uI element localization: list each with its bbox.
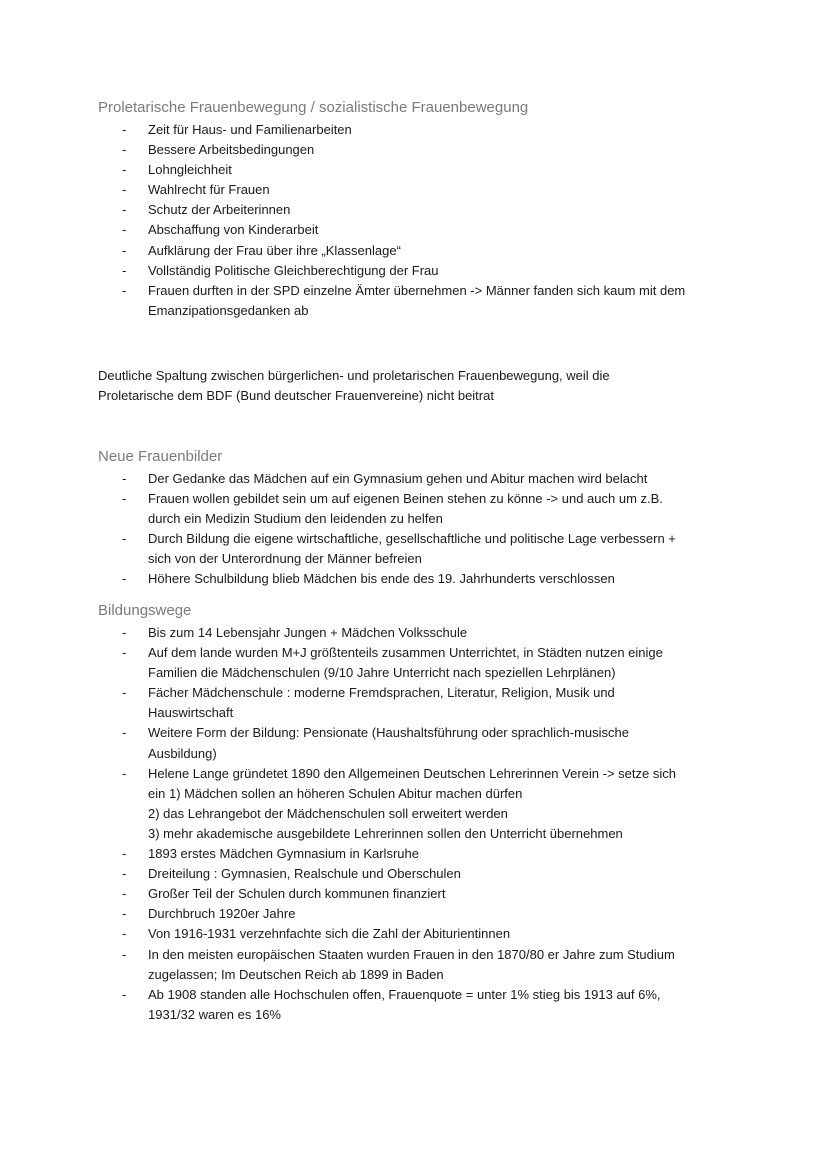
list-item-text: Wahlrecht für Frauen xyxy=(148,182,270,198)
list-frauenbilder xyxy=(98,469,778,590)
bullet-dash: - xyxy=(122,162,127,178)
bullet-dash: - xyxy=(122,142,127,158)
list-item xyxy=(98,281,778,321)
bullet-dash: - xyxy=(122,685,127,701)
list-item-text: In den meisten europäischen Staaten wurden Frauen in den 1870/80 er Jahre zum Studium xyxy=(148,946,675,962)
bullet-dash: - xyxy=(122,625,127,640)
list-item-text: 3) mehr akademische ausgebildete Lehrerinnen sollen den Unterricht übernehmen xyxy=(148,825,623,841)
list-item-text: Fächer Mädchenschule : moderne Fremdsprachen, Literatur, Religion, Musik und xyxy=(148,685,615,701)
list-item xyxy=(98,924,778,944)
bullet-dash: - xyxy=(122,531,127,547)
bullet-dash: - xyxy=(122,471,127,486)
bullet-dash: - xyxy=(122,765,127,781)
list-item-text: Ausbildung) xyxy=(148,745,217,761)
list-proletarisch xyxy=(98,120,778,321)
section-heading-proletarisch: Proletarische Frauenbewegung / sozialistische Frauenbewegung xyxy=(98,99,529,116)
list-item xyxy=(98,683,778,723)
list-item xyxy=(98,140,778,160)
list-item-text: durch ein Medizin Studium den leidenden zu helfen xyxy=(148,511,443,527)
list-item-text: 1931/32 waren es 16% xyxy=(148,1006,281,1022)
bullet-dash: - xyxy=(122,182,127,198)
list-item xyxy=(98,489,778,529)
bullet-dash: - xyxy=(122,202,127,218)
list-item xyxy=(98,469,778,489)
list-item xyxy=(98,529,778,569)
list-item-text: Bis zum 14 Lebensjahr Jungen + Mädchen Volksschule xyxy=(148,625,468,640)
list-item xyxy=(98,160,778,180)
bullet-dash: - xyxy=(122,122,127,137)
list-bildungswege xyxy=(98,623,778,1025)
list-item-text: Auf dem lande wurden M+J größtenteils zusammen Unterrichtet, in Städten nutzen einige xyxy=(148,645,663,661)
list-item xyxy=(98,904,778,924)
list-item xyxy=(98,180,778,200)
bullet-dash: - xyxy=(122,906,127,922)
list-item-text: ein 1) Mädchen sollen an höheren Schulen Abitur machen dürfen xyxy=(148,785,523,801)
list-item-text: sich von der Unterordnung der Männer befreien xyxy=(148,551,422,567)
list-item xyxy=(98,643,778,683)
list-item-text: Familien die Mädchenschulen (9/10 Jahre Unterricht nach speziellen Lehrplänen) xyxy=(148,665,616,681)
list-item-text: Abschaffung von Kinderarbeit xyxy=(148,222,319,238)
list-item-text: Dreiteilung : Gymnasien, Realschule und Oberschulen xyxy=(148,866,461,882)
bullet-dash: - xyxy=(122,222,127,238)
bullet-dash: - xyxy=(122,866,127,882)
list-item-text: Hauswirtschaft xyxy=(148,705,234,721)
list-item-text: Zeit für Haus- und Familienarbeiten xyxy=(148,122,352,137)
bullet-dash: - xyxy=(122,262,127,278)
section-heading-bildungswege: Bildungswege xyxy=(98,602,192,619)
list-item xyxy=(98,569,778,589)
list-item xyxy=(98,884,778,904)
list-item-text: Schutz der Arbeiterinnen xyxy=(148,202,291,218)
list-item-text: Von 1916-1931 verzehnfachte sich die Zahl der Abiturientinnen xyxy=(148,926,511,942)
list-item xyxy=(98,945,778,985)
bullet-dash: - xyxy=(122,946,127,962)
list-item-text: Helene Lange gründetet 1890 den Allgemeinen Deutschen Lehrerinnen Verein -> setze sich xyxy=(148,765,676,781)
list-item xyxy=(98,985,778,1025)
bullet-dash: - xyxy=(122,645,127,661)
list-item xyxy=(98,241,778,261)
list-item xyxy=(98,120,778,140)
list-item-text: Großer Teil der Schulen durch kommunen finanziert xyxy=(148,886,446,902)
list-item-text: Durch Bildung die eigene wirtschaftliche, gesellschaftliche und politische Lage verbessern + xyxy=(148,531,676,547)
list-item xyxy=(98,764,778,844)
paragraph-spaltung xyxy=(98,366,738,406)
list-item xyxy=(98,723,778,763)
list-item-text: Bessere Arbeitsbedingungen xyxy=(148,142,315,158)
bullet-dash: - xyxy=(122,886,127,902)
list-item-text: Durchbruch 1920er Jahre xyxy=(148,906,296,922)
bullet-dash: - xyxy=(122,282,127,298)
list-item xyxy=(98,844,778,864)
bullet-dash: - xyxy=(122,986,127,1002)
bullet-dash: - xyxy=(122,926,127,942)
list-item-text: zugelassen; Im Deutschen Reich ab 1899 in Baden xyxy=(148,966,444,982)
list-item-text: Weitere Form der Bildung: Pensionate (Haushaltsführung oder sprachlich-musische xyxy=(148,725,629,741)
list-item-text: 1893 erstes Mädchen Gymnasium in Karlsruhe xyxy=(148,846,419,862)
list-item-text: Emanzipationsgedanken ab xyxy=(148,302,309,318)
list-item-text: Der Gedanke das Mädchen auf ein Gymnasium gehen und Abitur machen wird belacht xyxy=(148,471,648,486)
list-item-text: 2) das Lehrangebot der Mädchenschulen soll erweitert werden xyxy=(148,805,508,821)
paragraph-line: Proletarische dem BDF (Bund deutscher Frauenvereine) nicht beitrat xyxy=(98,388,494,404)
list-item xyxy=(98,623,778,643)
bullet-dash: - xyxy=(122,242,127,258)
bullet-dash: - xyxy=(122,725,127,741)
list-item xyxy=(98,200,778,220)
paragraph-line: Deutliche Spaltung zwischen bürgerlichen- und proletarischen Frauenbewegung, weil die xyxy=(98,368,610,383)
list-item xyxy=(98,864,778,884)
bullet-dash: - xyxy=(122,491,127,507)
list-item-text: Frauen wollen gebildet sein um auf eigenen Beinen stehen zu könne -> und auch um z.B. xyxy=(148,491,663,507)
bullet-dash: - xyxy=(122,846,127,862)
list-item xyxy=(98,261,778,281)
section-heading-frauenbilder: Neue Frauenbilder xyxy=(98,448,223,465)
list-item-text: Aufklärung der Frau über ihre „Klassenlage“ xyxy=(148,242,401,258)
list-item-text: Ab 1908 standen alle Hochschulen offen, Frauenquote = unter 1% stieg bis 1913 auf 6%, xyxy=(148,986,661,1002)
list-item-text: Lohngleichheit xyxy=(148,162,232,178)
bullet-dash: - xyxy=(122,571,127,587)
list-item xyxy=(98,220,778,240)
list-item-text: Frauen durften in der SPD einzelne Ämter übernehmen -> Männer fanden sich kaum mit dem xyxy=(148,282,686,298)
list-item-text: Höhere Schulbildung blieb Mädchen bis ende des 19. Jahrhunderts verschlossen xyxy=(148,571,615,587)
list-item-text: Vollständig Politische Gleichberechtigung der Frau xyxy=(148,262,439,278)
